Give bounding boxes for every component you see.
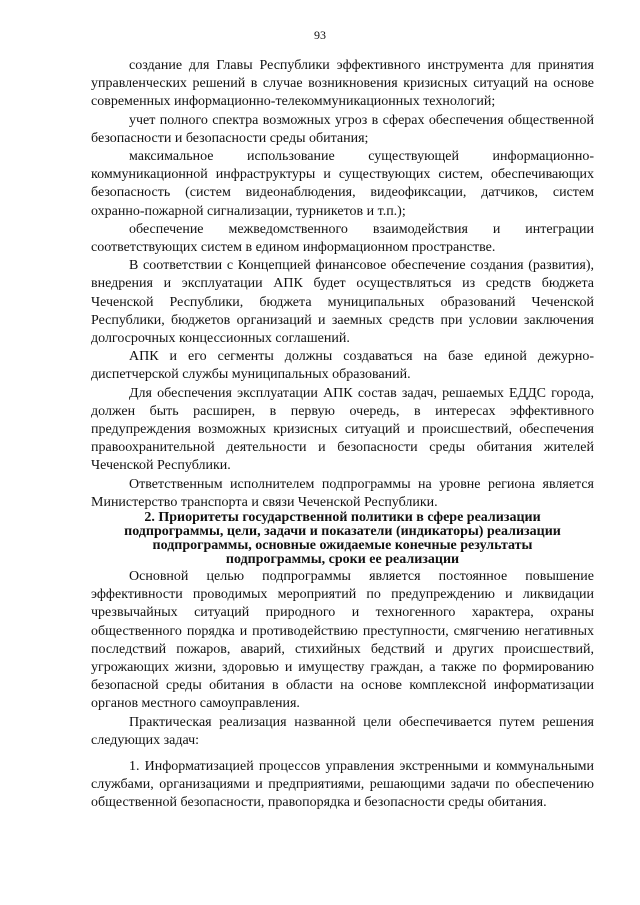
paragraph: В соответствии с Концепцией финансовое обеспечение создания (развития), внедрения и эксплуатации АПК будет осуществляться из средств бюджета Чеченской Республики, бюджета муниципальных образований Чеченской Республики, бюджетов организаций и заемных средств при условии заключения долгосрочных концессионных соглашений. bbox=[91, 258, 594, 347]
paragraph: Практическая реализация названной цели обеспечивается путем решения следующих задач: bbox=[91, 714, 594, 748]
heading-line: подпрограммы, основные ожидаемые конечные результаты bbox=[152, 538, 533, 553]
body-text-top bbox=[91, 57, 594, 512]
paragraph: создание для Главы Республики эффективного инструмента для принятия управленческих решений в случае возникновения кризисных ситуаций на основе современных информационно-телекоммуникационных технологий; bbox=[91, 58, 594, 110]
paragraph: максимальное использование существующей информационно-коммуникационной инфраструктуры и существующих систем, обеспечивающих безопасность (систем видеонаблюдения, видеофиксации, датчиков, систем охранно-пожарной сигнализации, турникетов и т.п.); bbox=[91, 149, 594, 219]
section-heading bbox=[91, 511, 594, 567]
paragraph: 1. Информатизацией процессов управления экстренными и коммунальными службами, организациями и предприятиями, решающими задачи по обеспечению общественной безопасности, правопорядка и безопасности среды обитания. bbox=[91, 759, 594, 811]
paragraph: АПК и его сегменты должны создаваться на базе единой дежурно-диспетчерской службы муниципальных образований. bbox=[91, 349, 594, 383]
heading-line: подпрограммы, сроки ее реализации bbox=[225, 552, 460, 567]
heading-line: подпрограммы, цели, задачи и показатели (индикаторы) реализации bbox=[124, 524, 561, 539]
paragraph: учет полного спектра возможных угроз в сферах обеспечения общественной безопасности и безопасности среды обитания; bbox=[91, 112, 594, 146]
paragraph: Основной целью подпрограммы является постоянное повышение эффективности проводимых мероприятий по предупреждению и ликвидации чрезвычайных ситуаций природного и техногенного характера, охраны общественного порядка и противодействию преступности, смягчению негативных последствий пожаров, аварий, стихийных бедствий и других происшествий, угрожающих жизни, здоровью и имуществу граждан, а также по формированию безопасной среды обитания в области на основе комплексной информатизации органов местного самоуправления. bbox=[91, 569, 594, 712]
paragraph: обеспечение межведомственного взаимодействия и интеграции соответствующих систем в едином информационном пространстве. bbox=[91, 221, 594, 256]
heading-line: 2. Приоритеты государственной политики в сфере реализации bbox=[144, 510, 541, 525]
page-number: 93 bbox=[314, 28, 326, 42]
paragraph: Ответственным исполнителем подпрограммы на уровне региона является Министерство транспорта и связи Чеченской Республики. bbox=[91, 476, 594, 510]
paragraph: Для обеспечения эксплуатации АПК состав задач, решаемых ЕДДС города, должен быть расширен, в первую очередь, в интересах эффективного предупреждения возможных кризисных ситуаций и происшествий, обеспечения правоохранительной деятельности и безопасности среды обитания жителей Чеченской Республики. bbox=[91, 385, 594, 474]
body-text-bottom bbox=[91, 568, 594, 813]
